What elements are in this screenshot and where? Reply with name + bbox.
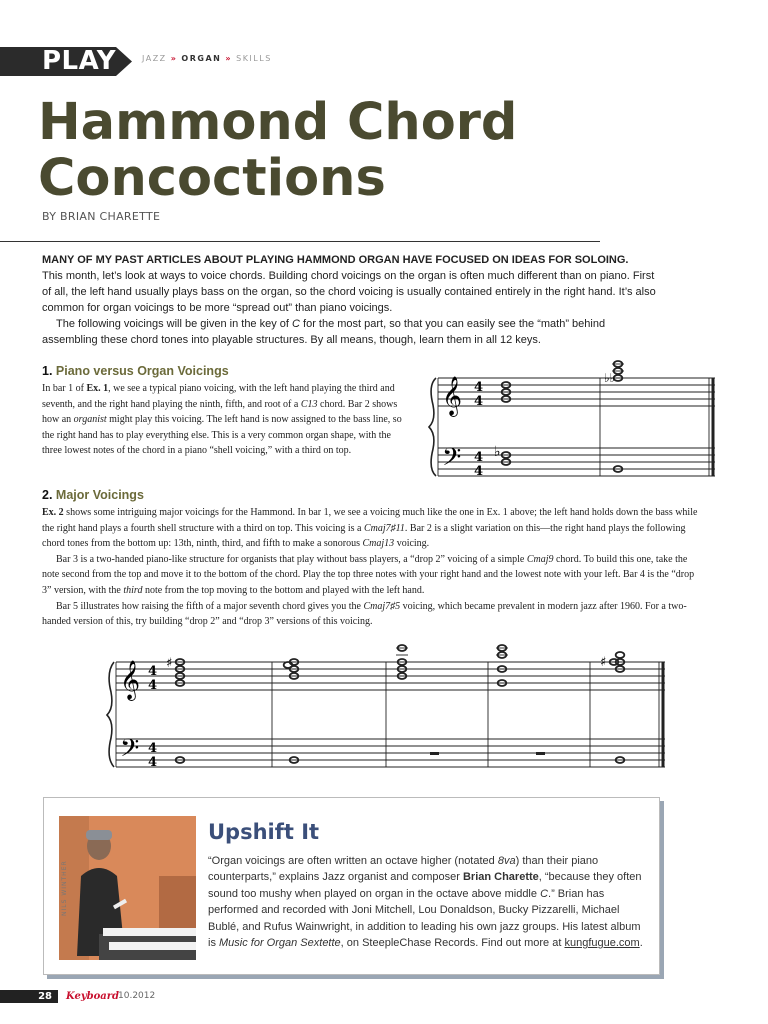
section-tab-label: PLAY xyxy=(42,46,117,76)
s2-p3-b: voicing, which became prevalent in modern jazz after 1960. For a two-handed version of this, try building “drop 2” and “drop 3” versions of this voicing. xyxy=(42,600,687,628)
ex1-time-top: 4 xyxy=(474,380,484,395)
intro-paragraph-2 xyxy=(42,316,662,348)
section-1-title: Piano versus Organ Voicings xyxy=(55,364,229,378)
artist-photo xyxy=(59,816,196,960)
ex2-bar2-notes xyxy=(284,659,299,763)
intro-text-2b: for the most part, so that you can easily see the “math” behind assembling these chord tones into playable structures. By all means, though, learn them in all 12 keys. xyxy=(42,318,606,346)
ex1-brace xyxy=(429,378,436,476)
breadcrumb-item-organ: ORGAN xyxy=(181,54,222,63)
s2-p2-c: note from the top moving to the bottom and played with the left hand. xyxy=(142,584,425,596)
ex2-bar1-notes xyxy=(176,659,185,763)
page-number: 28 xyxy=(0,990,58,1003)
sidebar-artist-name: Brian Charette xyxy=(462,871,539,884)
ex1-time-bottom: 4 xyxy=(474,394,484,409)
ex1-time-top-bass: 4 xyxy=(474,450,484,465)
s1-ex-ref: Ex. 1 xyxy=(86,383,109,394)
ex2-time-top-bass: 4 xyxy=(148,741,158,756)
s1-text-d: might play this voicing. The left hand is now assigned to the bass line, so the right hand has to play everything else. This is a very common organ shape, with the three lowest notes of the chord in a piano “shell voicing,” with a third on top. xyxy=(42,414,402,456)
example-1-score xyxy=(428,355,718,483)
s2-p2-a: Bar 3 is a two-handed piano-like structure for organists that play without bass players, a “drop 2” voicing of a simple xyxy=(56,553,527,565)
section-2-paragraph-1 xyxy=(42,505,706,552)
ex2-brace xyxy=(107,662,114,767)
issue-date: 10.2012 xyxy=(118,991,156,1001)
ex1-treble-clef: 𝄞 xyxy=(442,376,463,416)
artist-photo-illustration xyxy=(59,816,196,960)
s2-p1-b: . Bar 2 is a slight variation on this—the right hand plays the following chord tones from the bottom up: 13th, ninth, third, and fifth to make a sonorous xyxy=(42,522,686,550)
ex2-whole-rest xyxy=(536,752,545,755)
magazine-brand: Keyboard xyxy=(66,991,120,1002)
ex2-time-top: 4 xyxy=(148,664,158,679)
ex2-sharp: ♯ xyxy=(600,655,607,670)
sidebar-8va: 8va xyxy=(497,855,516,867)
ex2-treble-clef: 𝄞 xyxy=(120,660,141,700)
ex1-bar1-notes xyxy=(502,382,511,465)
s1-organist: organist xyxy=(73,414,107,425)
sidebar-text-e: , on SteepleChase Records. Find out more at xyxy=(340,937,565,950)
s2-p1-c: voicing. xyxy=(394,538,430,550)
photo-credit: NILS WINTHER xyxy=(61,860,68,916)
section-1-body xyxy=(42,381,410,459)
section-2-paragraph-3 xyxy=(42,599,706,630)
s2-chord-2: Cmaj13 xyxy=(362,538,395,550)
s1-text-a: In bar 1 of xyxy=(42,383,87,394)
section-2-body xyxy=(42,505,706,630)
ex1-double-flat: ♭♭ xyxy=(604,371,616,385)
breadcrumb-item-skills: SKILLS xyxy=(236,54,272,63)
intro-lead: MANY OF MY PAST ARTICLES ABOUT PLAYING HAMMOND ORGAN HAVE FOCUSED ON IDEAS FOR SOLOING. xyxy=(42,254,629,266)
s2-chord-4: Cmaj7♯5 xyxy=(363,600,401,612)
sidebar-text-b: ) than their piano counterparts,” explains Jazz organist and composer xyxy=(208,855,599,884)
section-1-heading xyxy=(42,364,229,378)
ex1-flat: ♭ xyxy=(494,444,501,460)
s2-p1-a: shows some intriguing major voicings for the Hammond. In bar 1, we see a voicing much like the one in Ex. 1 above; the left hand holds down the bass while the right hand plays a fourth shell structure with a third on top. This voicing is a xyxy=(42,507,698,534)
breadcrumb xyxy=(142,54,272,63)
sidebar-text-c: , “because they often sound too mushy when played on organ in the octave above middle xyxy=(208,871,642,900)
article-title-line1: Hammond Chord xyxy=(38,93,518,152)
sidebar-text xyxy=(208,853,648,951)
section-1-number: 1. xyxy=(42,364,53,378)
section-2-heading xyxy=(42,488,144,502)
intro-text-1: This month, let’s look at ways to voice chords. Building chord voicings on the organ is often much different than on piano. First of all, the left hand usually plays bass on the organ, so the chord voicing is usually contained entirely in the right hand. It’s also common for organ voicings to be more “spread out” than piano voicings. xyxy=(42,270,656,314)
article-title xyxy=(38,95,638,207)
sidebar-album: Music for Organ Sextette xyxy=(219,937,341,950)
article-title-line2: Concoctions xyxy=(38,149,386,208)
title-divider xyxy=(0,241,600,242)
ex2-time-bottom: 4 xyxy=(148,678,158,693)
sidebar-note-c: C xyxy=(540,887,549,900)
s2-ex-ref: Ex. 2 xyxy=(42,507,64,518)
sidebar-box xyxy=(43,797,660,975)
ex2-bass-staff xyxy=(116,739,665,767)
intro xyxy=(42,252,662,348)
sidebar-website-link[interactable]: kungfugue.com xyxy=(564,937,640,950)
section-2-title: Major Voicings xyxy=(55,488,144,502)
ex2-bass-clef: 𝄢 xyxy=(120,734,140,769)
section-2-number: 2. xyxy=(42,488,53,502)
ex1-time-bottom-bass: 4 xyxy=(474,464,484,479)
ex2-sharp: ♯ xyxy=(166,656,173,671)
ex2-treble-staff xyxy=(116,662,665,690)
sidebar-text-f: . xyxy=(639,937,643,950)
intro-key: C xyxy=(292,318,300,330)
breadcrumb-item-jazz: JAZZ xyxy=(142,54,167,63)
s1-text-b: , we see a typical piano voicing, with the left hand playing the third and seventh, and the right hand playing the ninth, fifth, and root of a xyxy=(42,383,395,410)
sidebar-text-a: “Organ voicings are often written an octave higher (notated xyxy=(208,855,498,867)
breadcrumb-separator: » xyxy=(225,54,233,63)
section-1-paragraph xyxy=(42,381,410,459)
s2-p2-b: chord. To build this one, take the note second from the top and move it to the bottom of the chord. Play the top three notes with your right hand and the lowest note with your left. Bar 4 is the “drop 3” version, with the xyxy=(42,553,695,596)
ex2-time-bottom-bass: 4 xyxy=(148,755,158,770)
s1-text-c: chord. Bar 2 shows how an xyxy=(42,398,398,425)
ex2-bar4-notes xyxy=(498,645,507,686)
intro-paragraph-1 xyxy=(42,252,662,316)
ex2-whole-rest xyxy=(430,752,439,755)
section-tab xyxy=(0,47,132,76)
sidebar-text-d: .” Brian has performed and recorded with Joni Mitchell, Lou Donaldson, Bucky Pizzarelli, Michael Bublé, and Rufus Wainwright, in addition to leading his own jazz groups. His latest album is xyxy=(208,887,641,950)
ex1-bass-clef: 𝄢 xyxy=(442,443,462,478)
s1-chord: C13 xyxy=(300,398,318,410)
intro-text-2a: The following voicings will be given in the key of xyxy=(56,318,293,330)
section-2-paragraph-2 xyxy=(42,552,706,599)
sidebar-title: Upshift It xyxy=(208,820,320,844)
s2-chord-3: Cmaj9 xyxy=(526,553,554,565)
example-2-score xyxy=(104,640,668,774)
breadcrumb-separator: » xyxy=(170,54,178,63)
s2-third: third xyxy=(123,584,143,596)
page-footer xyxy=(0,990,300,1004)
s2-p3-a: Bar 5 illustrates how raising the fifth of a major seventh chord gives you the xyxy=(56,600,364,612)
byline: BY BRIAN CHARETTE xyxy=(42,210,161,223)
s2-chord-1: Cmaj7♯11 xyxy=(363,522,405,534)
